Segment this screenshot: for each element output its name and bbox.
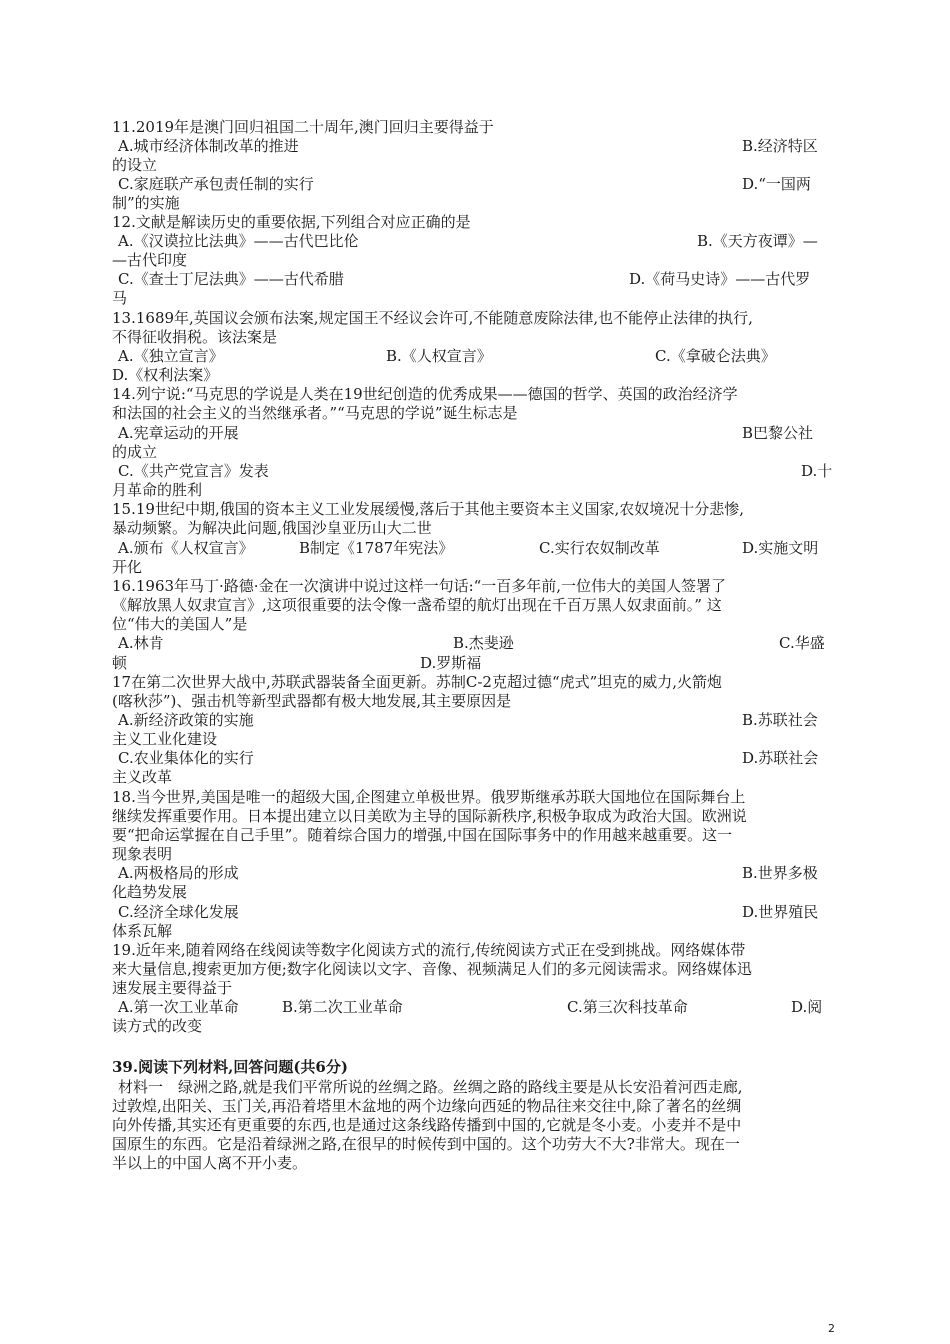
q16-option-a: A.林肯 [118,634,164,652]
q18-option-c: C.经济全球化发展 [118,903,239,921]
q17-option-d-continued: 主义改革 [112,768,173,786]
q16-stem-line1: 16.1963年马丁·路德·金在一次演讲中说过这样一句话:“一百多年前,一位伟大的美国人签署了 [112,577,727,595]
q13-option-d: D.《权利法案》 [112,366,219,384]
q19-option-c: C.第三次科技革命 [567,998,688,1016]
q39-material-line1: 材料一 绿洲之路,就是我们平常所说的丝绸之路。丝绸之路的路线主要是从长安沿着河西走廊, [118,1078,743,1096]
q39-material-line3: 向外传播,其实还有更重要的东西,也是通过这条线路传播到中国的,它就是冬小麦。小麦并不是中 [112,1116,742,1134]
q12-option-b: B.《天方夜谭》— [697,232,818,250]
page-number: 2 [828,1322,835,1335]
q17-option-c: C.农业集体化的实行 [118,749,254,767]
q18-stem-line1: 18.当今世界,美国是唯一的超级大国,企图建立单极世界。俄罗斯继承苏联大国地位在国际舞台上 [112,788,746,806]
q39-material-line4: 国原生的东西。它是沿着绿洲之路,在很早的时候传到中国的。这个功劳大不大?非常大。现在一 [112,1135,740,1153]
q18-stem-line3: 要“把命运掌握在自己手里”。随着综合国力的增强,中国在国际事务中的作用越来越重要。这一 [112,826,733,844]
q14-stem-line2: 和法国的社会主义的当然继承者。”“马克思的学说”诞生标志是 [112,404,518,422]
q13-stem-line2: 不得征收捐税。该法案是 [112,328,278,346]
q13-option-c: C.《拿破仑法典》 [655,347,776,365]
q18-stem-line2: 继续发挥重要作用。日本提出建立以日美欧为主导的国际新秩序,积极争取成为政治大国。欧洲说 [112,807,747,825]
q14-option-b: B巴黎公社 [742,424,814,442]
q13-stem-line1: 13.1689年,英国议会颁布法案,规定国王不经议会许可,不能随意废除法律,也不能停止法律的执行, [112,309,753,327]
q12-option-d: D.《荷马史诗》——古代罗 [629,270,811,288]
q16-option-c-continued: 顿 [112,654,128,672]
q14-option-c: C.《共产党宣言》发表 [118,462,269,480]
q17-option-d: D.苏联社会 [742,749,819,767]
q17-option-a: A.新经济政策的实施 [118,711,254,729]
q39-material-line2: 过敦煌,出阳关、玉门关,再沿着塔里木盆地的两个边缘向西延的物品往来交往中,除了著名的丝绸 [112,1097,742,1115]
q19-option-a: A.第一次工业革命 [118,998,239,1016]
q17-stem-line2: (喀秋莎”)、强击机等新型武器都有极大地发展,其主要原因是 [112,692,512,710]
q11-stem: 11.2019年是澳门回归祖国二十周年,澳门回归主要得益于 [112,118,494,136]
q16-stem-line3: 位“伟大的美国人”是 [112,615,248,633]
q12-stem: 12.文献是解读历史的重要依据,下列组合对应正确的是 [112,213,471,231]
q14-option-a: A.宪章运动的开展 [118,424,239,442]
q11-option-b: B.经济特区 [742,137,818,155]
q19-stem-line1: 19.近年来,随着网络在线阅读等数字化阅读方式的流行,传统阅读方式正在受到挑战。网络媒体带 [112,941,746,959]
q18-option-b: B.世界多极 [742,864,818,882]
q15-stem-line1: 15.19世纪中期,俄国的资本主义工业发展缓慢,落后于其他主要资本主义国家,农奴境况十分悲惨, [112,500,745,518]
q15-stem-line2: 暴动频繁。为解决此问题,俄国沙皇亚历山大二世 [112,519,432,537]
q16-option-b: B.杰斐逊 [453,634,514,652]
q14-stem-line1: 14.列宁说:“马克思的学说是人类在19世纪创造的优秀成果——德国的哲学、英国的政治经济学 [112,385,738,403]
q11-option-a: A.城市经济体制改革的推进 [118,137,299,155]
q16-option-d: D.罗斯福 [420,654,482,672]
q18-option-a: A.两极格局的形成 [118,864,239,882]
q13-option-b: B.《人权宣言》 [386,347,492,365]
q14-option-b-continued: 的成立 [112,443,158,461]
q19-option-b: B.第二次工业革命 [282,998,403,1016]
q18-option-d: D.世界殖民 [742,903,819,921]
q16-option-c: C.华盛 [779,634,825,652]
q11-option-c: C.家庭联产承包责任制的实行 [118,175,314,193]
q11-option-d: D.“一国两 [742,175,811,193]
q11-option-d-continued: 制”的实施 [112,194,180,212]
q15-option-c: C.实行农奴制改革 [539,539,660,557]
q19-option-d-continued: 读方式的改变 [112,1017,203,1035]
q18-stem-line4: 现象表明 [112,845,173,863]
q12-option-c: C.《查士丁尼法典》——古代希腊 [118,270,344,288]
q12-option-d-continued: 马 [112,289,128,307]
q17-stem-line1: 17在第二次世界大战中,苏联武器装备全面更新。苏制C-2克超过德“虎式”坦克的威力,火箭炮 [112,673,723,691]
q17-option-b-continued: 主义工业化建设 [112,730,218,748]
q14-option-d: D.十 [801,462,833,480]
q15-option-b: B制定《1787年宪法》 [299,539,454,557]
q15-option-a: A.颁布《人权宣言》 [118,539,254,557]
q13-option-a: A.《独立宣言》 [118,347,224,365]
q18-option-d-continued: 体系瓦解 [112,922,173,940]
q19-stem-line2: 来大量信息,搜索更加方便;数字化阅读以文字、音像、视频满足人们的多元阅读需求。网络媒体迅 [112,960,752,978]
q12-option-a: A.《汉谟拉比法典》——古代巴比伦 [118,232,359,250]
q18-option-b-continued: 化趋势发展 [112,883,188,901]
q39-material-line5: 半以上的中国人离不开小麦。 [112,1154,308,1172]
q16-stem-line2: 《解放黑人奴隶宣言》,这项很重要的法令像一盏希望的航灯出现在千百万黑人奴隶面前。” 这 [112,596,722,614]
q12-option-b-continued: —古代印度 [112,251,188,269]
q19-option-d: D.阅 [791,998,823,1016]
q19-stem-line3: 速发展主要得益于 [112,979,233,997]
q17-option-b: B.苏联社会 [742,711,818,729]
q15-option-d-continued: 开化 [112,558,143,576]
q14-option-d-continued: 月革命的胜利 [112,481,203,499]
q11-option-b-continued: 的设立 [112,156,158,174]
q15-option-d: D.实施文明 [742,539,819,557]
q39-heading: 39.阅读下列材料,回答问题(共6分) [112,1058,348,1076]
